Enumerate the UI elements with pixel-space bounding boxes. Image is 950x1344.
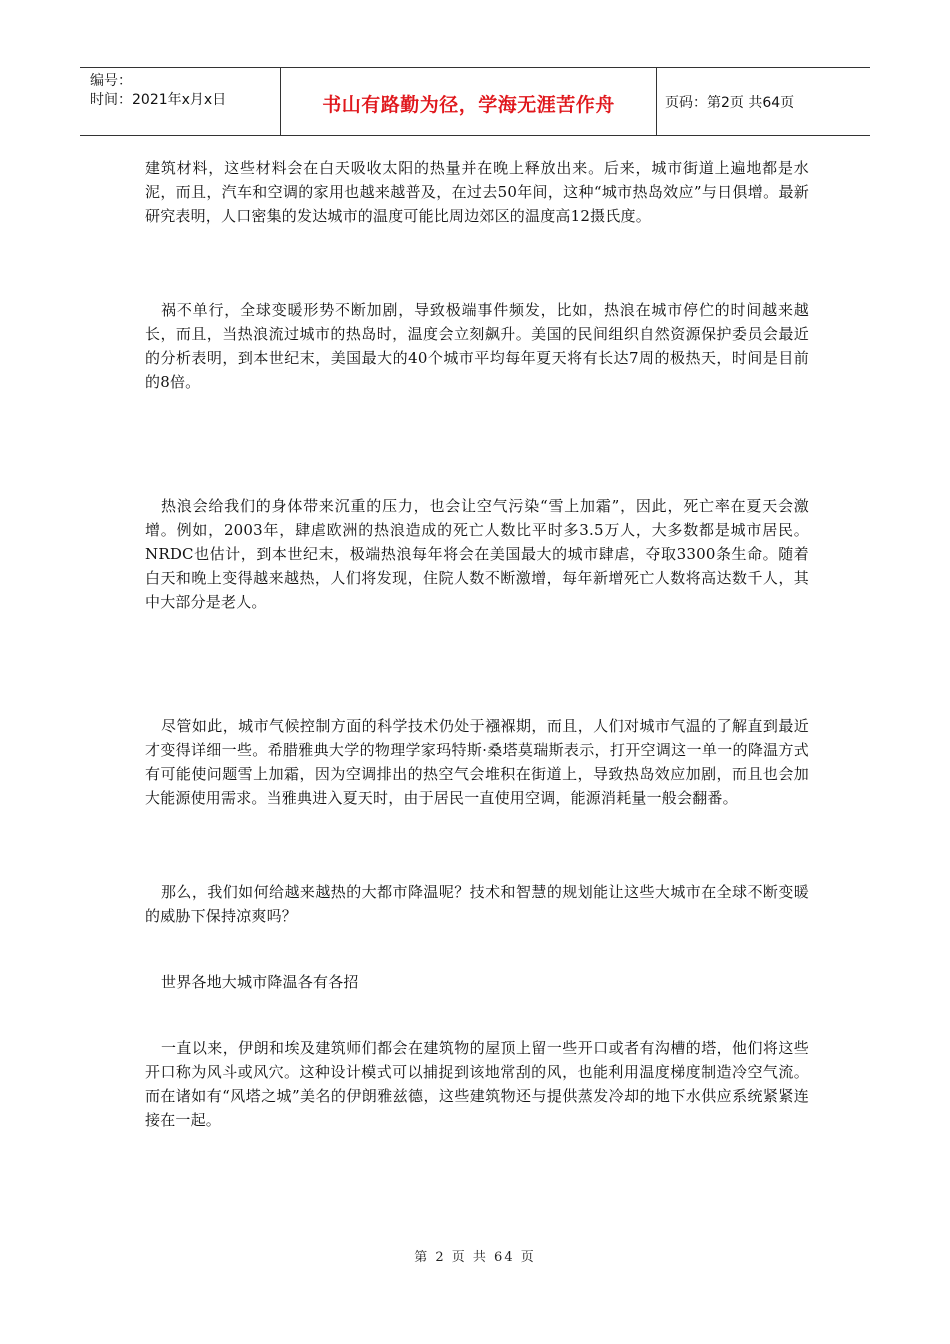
paragraph-2: 祸不单行，全球变暖形势不断加剧，导致极端事件频发，比如，热浪在城市停伫的时间越来越长，而且，当热浪流过城市的热岛时，温度会立刻飙升。美国的民间组织自然资源保护委员会最近的分析表明，到本世纪末，美国最大的40个城市平均每年夏天将有长达7周的极热天，时间是目前的8倍。 bbox=[145, 301, 809, 391]
spacer bbox=[145, 810, 809, 880]
spacer bbox=[145, 994, 809, 1036]
document-body bbox=[145, 156, 809, 1132]
paragraph-1: 建筑材料，这些材料会在白天吸收太阳的热量并在晚上释放出来。后来，城市街道上遍地都是水泥，而且，汽车和空调的家用也越来越普及，在过去50年间，这种“城市热岛效应”与日俱增。最新研究表明，人口密集的发达城市的温度可能比周边郊区的温度高12摄氏度。 bbox=[145, 159, 809, 225]
section-heading: 世界各地大城市降温各有各招 bbox=[161, 973, 359, 991]
header-motto-cell bbox=[281, 68, 657, 135]
paragraph-4: 尽管如此，城市气候控制方面的科学技术仍处于襁褓期，而且，人们对城市气温的了解直到最近才变得详细一些。希腊雅典大学的物理学家玛特斯·桑塔莫瑞斯表示，打开空调这一单一的降温方式有可能使问题雪上加霜，因为空调排出的热空气会堆积在街道上，导致热岛效应加剧，而且也会加大能源使用需求。当雅典进入夏天时，由于居民一直使用空调，能源消耗量一般会翻番。 bbox=[145, 717, 809, 807]
motto-text: 书山有路勤为径，学海无涯苦作舟 bbox=[322, 94, 615, 116]
spacer bbox=[145, 928, 809, 970]
spacer bbox=[145, 394, 809, 494]
header-meta-cell bbox=[80, 68, 281, 135]
paragraph-5: 那么，我们如何给越来越热的大都市降温呢？技术和智慧的规划能让这些大城市在全球不断变暖的威胁下保持凉爽吗？ bbox=[145, 883, 809, 925]
header-page-cell bbox=[657, 68, 870, 135]
date-label: 时间：2021年x月x日 bbox=[90, 92, 227, 108]
paragraph-3: 热浪会给我们的身体带来沉重的压力，也会让空气污染“雪上加霜”，因此，死亡率在夏天会激增。例如，2003年，肆虐欧洲的热浪造成的死亡人数比平时多3.5万人，大多数都是城市居民。NRDC也估计，到本世纪末，极端热浪每年将会在美国最大的城市肆虐，夺取3300条生命。随着白天和晚上变得越来越热，人们将发现，住院人数不断激增，每年新增死亡人数将高达数千人，其中大部分是老人。 bbox=[145, 497, 809, 611]
spacer bbox=[145, 228, 809, 298]
serial-number-label: 编号： bbox=[90, 73, 132, 89]
paragraph-6: 一直以来，伊朗和埃及建筑师们都会在建筑物的屋顶上留一些开口或者有沟槽的塔，他们将这些开口称为风斗或风穴。这种设计模式可以捕捉到该地常刮的风，也能利用温度梯度制造冷空气流。而在诸如有“风塔之城”美名的伊朗雅兹德，这些建筑物还与提供蒸发冷却的地下水供应系统紧紧连接在一起。 bbox=[145, 1039, 809, 1129]
spacer bbox=[145, 614, 809, 714]
page-info: 页码：第2页 共64页 bbox=[665, 94, 795, 111]
document-header bbox=[80, 67, 870, 136]
page-footer: 第 2 页 共 64 页 bbox=[414, 1250, 536, 1265]
